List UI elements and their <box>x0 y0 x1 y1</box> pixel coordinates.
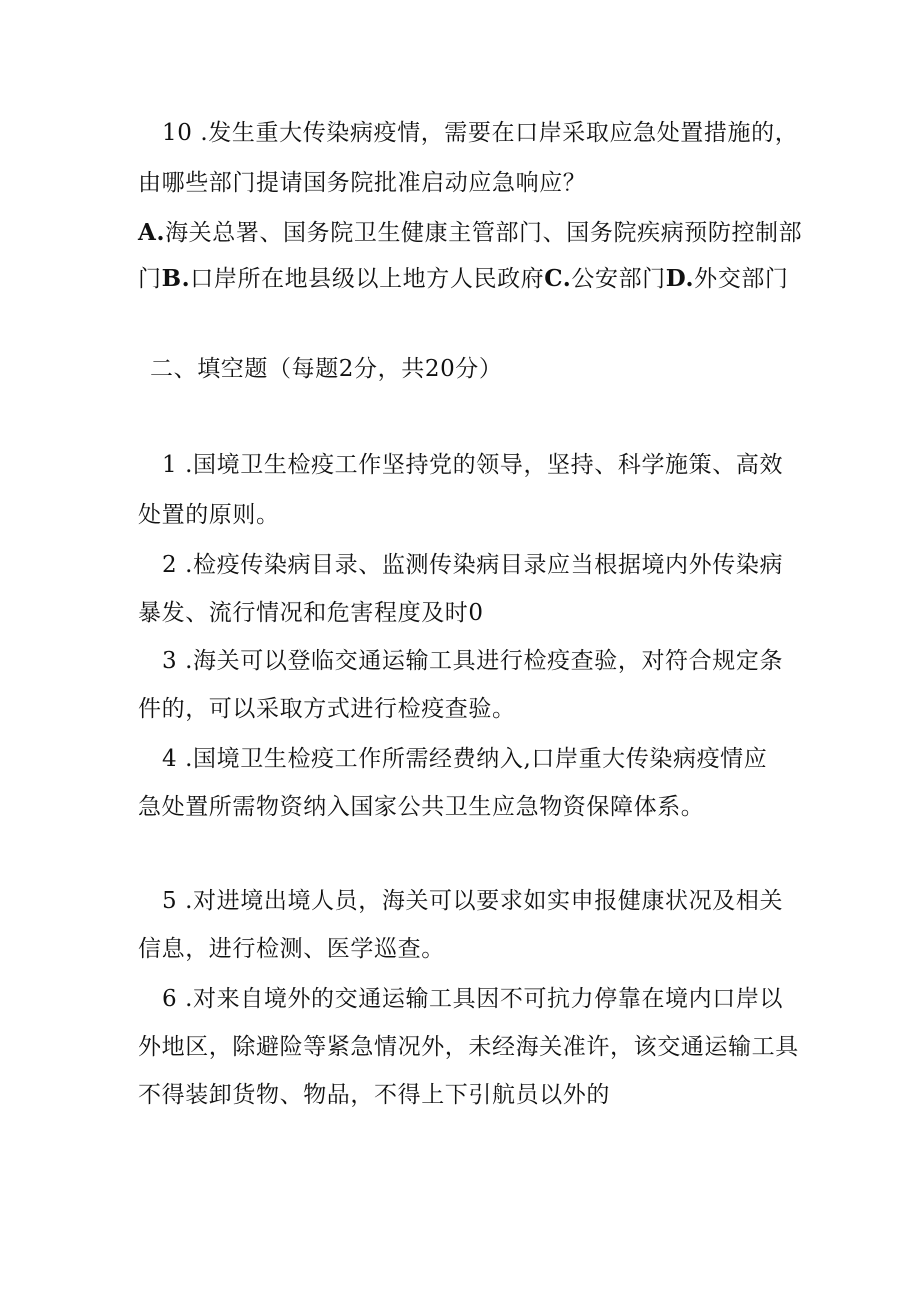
fill-6-line-2: 外地区，除避险等紧急情况外，未经海关准许，该交通运输工具 <box>138 1034 799 1060</box>
option-d-text: 外交部门 <box>694 266 789 292</box>
fill-6-line-3: 不得装卸货物、物品，不得上下引航员以外的 <box>138 1082 610 1108</box>
option-c-text: 公安部门 <box>571 266 666 292</box>
fill-1-line-2: 处置的原则。 <box>138 502 280 528</box>
option-a-continued: 门 <box>138 266 162 292</box>
q10-line-2: 由哪些部门提请国务院批准启动应急响应？ <box>138 170 587 196</box>
fill-4-line-2: 急处置所需物资纳入国家公共卫生应急物资保障体系。 <box>138 794 705 820</box>
q10-line-1: 10 .发生重大传染病疫情，需要在口岸采取应急处置措施的， <box>162 120 799 146</box>
section-2-title: 二、填空题（每题2分，共20分） <box>150 356 503 382</box>
fill-5-line-1: 5 .对进境出境人员，海关可以要求如实申报健康状况及相关 <box>162 888 784 914</box>
fill-6-line-1: 6 .对来自境外的交通运输工具因不可抗力停靠在境内口岸以 <box>162 986 784 1012</box>
fill-2-line-1: 2 .检疫传染病目录、监测传染病目录应当根据境内外传染病 <box>162 552 784 578</box>
fill-4-line-1: 4 .国境卫生检疫工作所需经费纳入,口岸重大传染病疫情应 <box>162 746 768 772</box>
option-b-letter: B. <box>161 265 191 292</box>
fill-2-line-2: 暴发、流行情况和危害程度及时0 <box>138 600 484 626</box>
q10-option-a <box>138 218 802 248</box>
option-c-letter: C. <box>544 265 572 292</box>
fill-1-line-1: 1 .国境卫生检疫工作坚持党的领导，坚持、科学施策、高效 <box>162 452 784 478</box>
fill-3-line-2: 件的，可以采取方式进行检疫查验。 <box>138 696 516 722</box>
option-a-letter: A. <box>138 219 166 246</box>
option-a-text: 海关总署、国务院卫生健康主管部门、国务院疾病预防控制部 <box>165 220 803 246</box>
option-b-text: 口岸所在地县级以上地方人民政府 <box>190 266 545 292</box>
fill-5-line-2: 信息，进行检测、医学巡查。 <box>138 936 445 962</box>
option-d-letter: D. <box>665 265 695 292</box>
q10-options-bcd <box>138 264 789 294</box>
fill-3-line-1: 3 .海关可以登临交通运输工具进行检疫查验，对符合规定条 <box>162 648 784 674</box>
